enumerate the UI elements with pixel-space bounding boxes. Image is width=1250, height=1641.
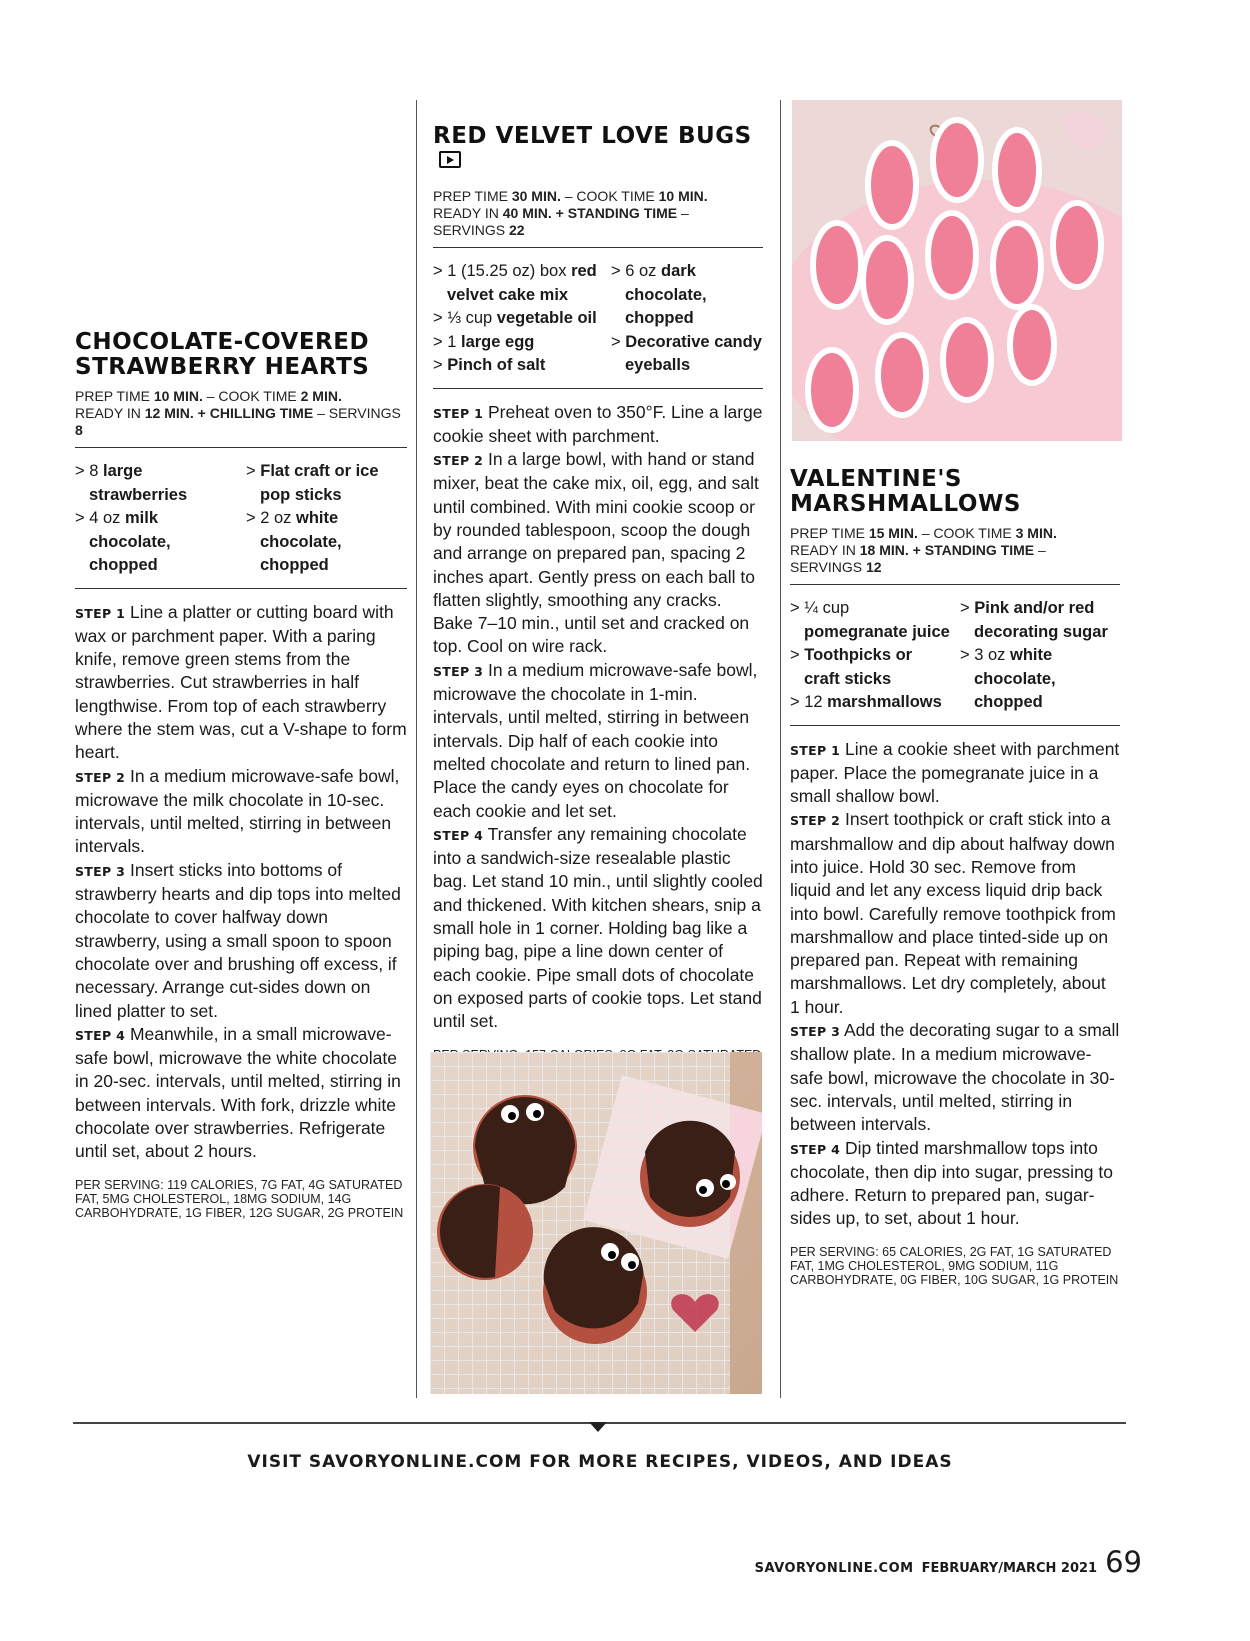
servings-value: 8	[75, 422, 83, 438]
ingredient-item	[611, 331, 763, 378]
step-text: Dip tinted marshmallow tops into chocolate, then dip into sugar, pressing to adhere. Return to prepared pan, sugar-sides up, to set, about 1 hour.	[790, 1137, 1113, 1229]
step-text: Insert sticks into bottoms of strawberry hearts and dip tops into melted chocolate to cover halfway down strawberry, using a small spoon to spoon chocolate over and brushing off excess, if necessary. Arrange cut-sides down on lined platter to set.	[75, 859, 401, 1021]
cookie-3	[437, 1184, 533, 1280]
ingredient-amount: >	[790, 646, 800, 664]
ingredient-amount: >	[960, 599, 970, 617]
step-label: STEP 4	[75, 1027, 126, 1043]
ingredient-list	[75, 448, 407, 589]
step-text: Line a cookie sheet with parchment paper. Place the pomegranate juice in a small shallow bowl.	[790, 738, 1120, 807]
servings-label: – SERVINGS	[790, 542, 1046, 575]
strawberry-recipe	[75, 330, 407, 1220]
step-label: STEP 1	[75, 605, 126, 621]
recipe-step	[75, 1023, 407, 1164]
recipe-step	[790, 1137, 1120, 1231]
ingredient-amount: > 12	[790, 693, 823, 711]
recipe-title: RED VELVET LOVE BUGS	[433, 124, 763, 174]
ingredient-amount: > 4 oz	[75, 509, 121, 527]
step-text: Add the decorating sugar to a small shallow plate. In a medium microwave-safe bowl, microwave the chocolate in 30-sec. intervals, until melted, stirring in between intervals.	[790, 1020, 1120, 1135]
servings-label: – SERVINGS	[433, 205, 689, 238]
cook-label: – COOK TIME	[206, 388, 297, 404]
prep-label: PREP TIME	[75, 388, 150, 404]
ingredient-amount: >	[246, 462, 256, 480]
ingredient-name: white chocolate, chopped	[974, 646, 1056, 711]
step-text: Transfer any remaining chocolate into a sandwich-size resealable plastic bag. Let stand 10 min., until slightly cooled and thickened. With kitchen shears, snip a small hole in 1 corner. Holding bag like a piping bag, pipe a line down center of each cookie. Pipe small dots of chocolate on exposed parts of cookie tops. Let stand until set.	[433, 823, 763, 1032]
ingredient-amount: >	[433, 356, 443, 374]
ingredient-amount: > 1	[433, 332, 457, 351]
prep-value: 10 MIN.	[153, 388, 203, 404]
lovebugs-recipe	[433, 124, 763, 1090]
ingredient-list	[433, 248, 763, 389]
ingredient-list	[790, 585, 1120, 726]
ingredient-name: red velvet cake mix	[447, 262, 597, 304]
page-folio	[755, 1545, 1142, 1579]
ingredient-name: white chocolate, chopped	[260, 509, 342, 574]
ingredient-item	[433, 260, 601, 307]
folio-issue: FEBRUARY/MARCH 2021	[921, 1561, 1098, 1576]
ingredient-name: Toothpicks or craft sticks	[804, 646, 913, 688]
cook-label: – COOK TIME	[921, 525, 1012, 541]
marshmallows-photo	[792, 100, 1122, 441]
step-label: STEP 2	[75, 769, 126, 785]
prep-value: 15 MIN.	[868, 525, 918, 541]
recipe-step	[75, 601, 407, 765]
recipe-steps	[75, 601, 407, 1164]
ingredient-item	[246, 460, 407, 507]
folio-site[interactable]: SAVORYONLINE.COM	[754, 1561, 914, 1576]
recipe-title: VALENTINE'S MARSHMALLOWS	[790, 466, 1021, 517]
recipe-times	[75, 388, 407, 448]
cook-value: 2 MIN.	[300, 388, 342, 404]
ingredient-name: large egg	[461, 332, 535, 351]
ingredient-name: vegetable oil	[496, 309, 597, 327]
ingredient-item	[790, 597, 950, 644]
recipe-step	[433, 448, 763, 659]
ingredient-item	[790, 644, 950, 691]
step-label: STEP 4	[790, 1141, 841, 1157]
down-arrow-icon	[589, 1422, 607, 1432]
ingredient-amount: > 8	[75, 462, 99, 480]
step-label: STEP 4	[433, 827, 484, 843]
recipe-step	[790, 1019, 1120, 1136]
servings-label: – SERVINGS	[317, 405, 401, 421]
column-divider	[416, 100, 417, 1398]
ingredient-name: large strawberries	[89, 462, 188, 504]
recipe-title: CHOCOLATE-COVERED STRAWBERRY HEARTS	[75, 329, 370, 380]
recipe-step	[790, 808, 1120, 1019]
ready-value: 40 MIN. + STANDING TIME	[502, 205, 678, 221]
ingredient-name: dark chocolate, chopped	[625, 262, 707, 327]
recipe-step	[433, 823, 763, 1034]
ingredient-name: milk chocolate, chopped	[89, 509, 171, 574]
ready-value: 12 MIN. + CHILLING TIME	[144, 405, 314, 421]
footer-cta-link[interactable]: VISIT SAVORYONLINE.COM FOR MORE RECIPES, VIDEOS, AND IDEAS	[247, 1452, 953, 1472]
ingredient-item	[433, 307, 601, 331]
ingredient-name: Flat craft or ice pop sticks	[260, 462, 379, 504]
page-number: 69	[1105, 1545, 1142, 1579]
ingredient-item	[246, 507, 407, 578]
ingredient-amount: > ⅓ cup	[433, 309, 493, 327]
ingredient-item	[433, 354, 601, 378]
recipe-step	[433, 401, 763, 449]
ready-value: 18 MIN. + STANDING TIME	[859, 542, 1035, 558]
column-divider	[780, 100, 781, 1398]
prep-label: PREP TIME	[433, 188, 508, 204]
step-text: Insert toothpick or craft stick into a marshmallow and dip about halfway down into juice. Hold 30 sec. Remove from liquid and let any excess liquid drip back into bowl. Carefully remove toothpick from marshmallow and place tinted-side up on prepared pan. Repeat with remaining marshmallows. Let dry completely, about 1 hour.	[790, 809, 1116, 1017]
recipe-step	[790, 738, 1120, 809]
ingredient-amount: >	[611, 332, 621, 351]
ingredient-name: Decorative candy eyeballs	[625, 332, 762, 374]
ingredient-item	[611, 260, 763, 331]
ingredient-item	[960, 644, 1120, 715]
ingredient-name: Pinch of salt	[447, 356, 546, 374]
nutrition-info: PER SERVING: 65 CALORIES, 2G FAT, 1G SATURATED FAT, 1MG CHOLESTEROL, 9MG SODIUM, 11G CARBOHYDRATE, 0G FIBER, 10G SUGAR, 1G PROTEIN	[790, 1244, 1119, 1287]
step-label: STEP 2	[433, 453, 484, 469]
cook-label: – COOK TIME	[564, 188, 655, 204]
recipe-times	[790, 525, 1120, 585]
ingredient-item	[75, 507, 236, 578]
prep-label: PREP TIME	[790, 525, 865, 541]
marshmallows-recipe	[790, 467, 1120, 1287]
recipe-step	[433, 659, 763, 823]
step-label: STEP 3	[75, 863, 126, 879]
recipe-step	[75, 765, 407, 859]
prep-value: 30 MIN.	[511, 188, 561, 204]
ready-label: READY IN	[790, 542, 856, 558]
step-label: STEP 2	[790, 813, 841, 829]
recipe-step	[75, 859, 407, 1023]
recipe-steps	[433, 401, 763, 1034]
recipe-steps	[790, 738, 1120, 1231]
step-label: STEP 3	[433, 663, 484, 679]
step-label: STEP 1	[790, 742, 841, 758]
lovebugs-photo	[430, 1052, 762, 1394]
ingredient-item	[790, 691, 950, 715]
ingredient-item	[433, 331, 601, 355]
ready-label: READY IN	[75, 405, 141, 421]
ingredient-name: pomegranate juice	[804, 622, 950, 641]
step-text: Meanwhile, in a small microwave-safe bowl, microwave the white chocolate in 20-sec. intervals, until melted, stirring in between intervals. With fork, drizzle white chocolate over strawberries. Refrigerate until set, about 2 hours.	[75, 1023, 401, 1162]
ingredient-name: marshmallows	[827, 693, 942, 711]
cook-value: 10 MIN.	[658, 188, 708, 204]
recipe-times	[433, 188, 763, 248]
step-text: In a medium microwave-safe bowl, microwave the milk chocolate in 10-sec. intervals, until melted, stirring in between intervals.	[75, 765, 400, 857]
servings-value: 22	[509, 222, 525, 238]
cookie-2	[640, 1121, 740, 1227]
step-label: STEP 3	[790, 1024, 841, 1040]
lovebugs-illustration	[430, 1052, 762, 1394]
step-text: Line a platter or cutting board with wax or parchment paper. With a paring knife, remove green stems from the strawberries. Cut strawberries in half lengthwise. From top of each strawberry where the stem was, cut a V-shape to form heart.	[75, 601, 407, 763]
ingredient-amount: > 3 oz	[960, 646, 1006, 664]
ingredient-amount: > 1 (15.25 oz) box	[433, 262, 567, 280]
nutrition-info: PER SERVING: 119 CALORIES, 7G FAT, 4G SATURATED FAT, 5MG CHOLESTEROL, 18MG SODIUM, 14G CARBOHYDRATE, 1G FIBER, 12G SUGAR, 2G PROTEIN	[75, 1177, 404, 1220]
ingredient-amount: > 6 oz	[611, 262, 657, 280]
ingredient-amount: > ¼ cup	[790, 599, 850, 617]
ready-label: READY IN	[433, 205, 499, 221]
ingredient-item	[75, 460, 236, 507]
ingredient-name: Pink and/or red decorating sugar	[974, 599, 1108, 641]
marshmallows-illustration	[792, 100, 1122, 441]
ingredient-amount: > 2 oz	[246, 509, 292, 527]
servings-value: 12	[866, 559, 882, 575]
cook-value: 3 MIN.	[1015, 525, 1057, 541]
step-label: STEP 1	[433, 405, 484, 421]
step-text: In a large bowl, with hand or stand mixer, beat the cake mix, oil, egg, and salt until combined. With mini cookie scoop or by rounded tablespoon, scoop the dough and arrange on prepared pan, spacing 2 inches apart. Gently press on each ball to flatten slightly, smoothing any cracks. Bake 7–10 min., until set and cracked on top. Cool on wire rack.	[433, 449, 759, 657]
ingredient-item	[960, 597, 1120, 644]
step-text: In a medium microwave-safe bowl, microwave the chocolate in 1-min. intervals, until melted, stirring in between intervals. Dip half of each cookie into melted chocolate and return to lined pan. Place the candy eyes on chocolate for each cookie and let set.	[433, 659, 758, 821]
video-play-icon[interactable]	[439, 151, 461, 168]
step-text: Preheat oven to 350°F. Line a large cookie sheet with parchment.	[433, 401, 763, 446]
